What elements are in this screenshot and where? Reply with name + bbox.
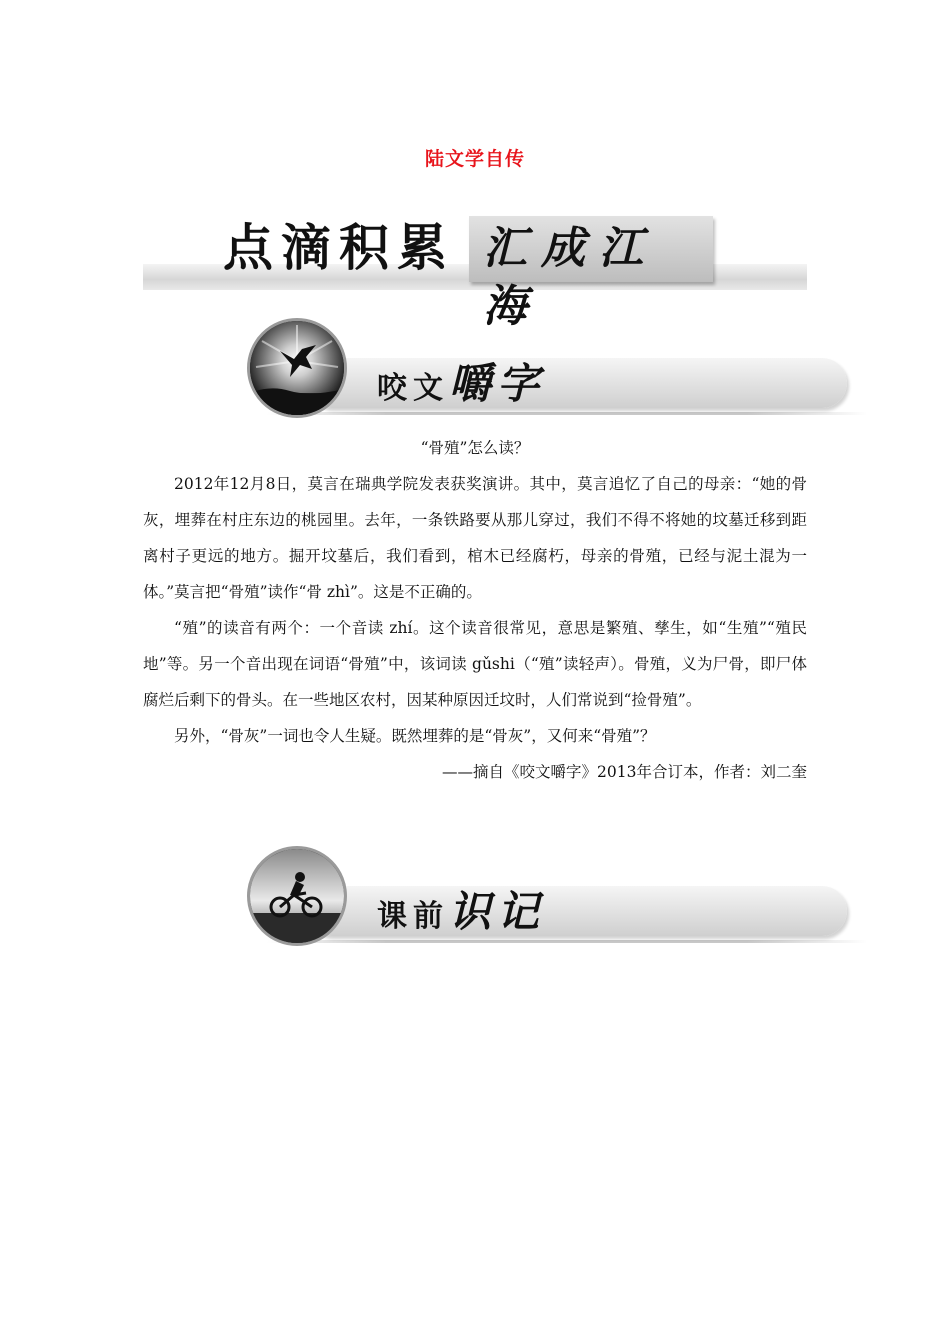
section-header-yaowen	[247, 318, 867, 418]
article-source: ——摘自《咬文嚼字》2013年合订本，作者：刘二奎	[442, 763, 807, 781]
paragraph-2: “殖”的读音有两个：一个音读 zhí。这个读音很常见，意思是繁殖、孳生，如“生殖”“殖民地”等。另一个音出现在词语“骨殖”中，该词读 gǔshi（“殖”读轻声）。骨殖，义为尸骨，即尸体腐烂后剩下的骨头。在一些地区农村，因某种原因迁坟时，人们常说到“捡骨殖”。	[143, 619, 807, 709]
sun-jumper-icon	[247, 318, 347, 418]
section-label	[377, 888, 545, 945]
paragraph-3: 另外，“骨灰”一词也令人生疑。既然埋葬的是“骨灰”，又何来“骨殖”？	[174, 727, 656, 745]
article-subtitle: “骨殖”怎么读？	[420, 439, 530, 457]
section-label-a: 课前	[377, 899, 449, 934]
banner-left-text: 点滴积累	[223, 219, 455, 277]
banner-right-text: 汇成江海	[483, 223, 657, 332]
section-underline	[267, 412, 867, 415]
section-label-b: 识记	[449, 887, 546, 936]
article	[143, 430, 807, 790]
section-label	[377, 360, 545, 417]
paragraph-1: 2012年12月8日，莫言在瑞典学院发表获奖演讲。其中，莫言追忆了自己的母亲：“她的骨灰，埋葬在村庄东边的桃园里。去年，一条铁路要从那儿穿过，我们不得不将她的坟墓迁移到距离村子更远的地方。掘开坟墓后，我们看到，棺木已经腐朽，母亲的骨殖，已经与泥土混为一体。”莫言把“骨殖”读作“骨 zhì”。这是不正确的。	[143, 475, 807, 601]
banner	[143, 212, 807, 332]
section-label-a: 咬文	[377, 371, 449, 406]
page-title: 陆文学自传	[424, 148, 525, 170]
section-underline	[267, 940, 867, 943]
banner-right-box	[469, 216, 713, 332]
section-label-b: 嚼字	[449, 359, 546, 408]
cyclist-icon	[247, 846, 347, 946]
section-header-kemian	[247, 846, 867, 946]
